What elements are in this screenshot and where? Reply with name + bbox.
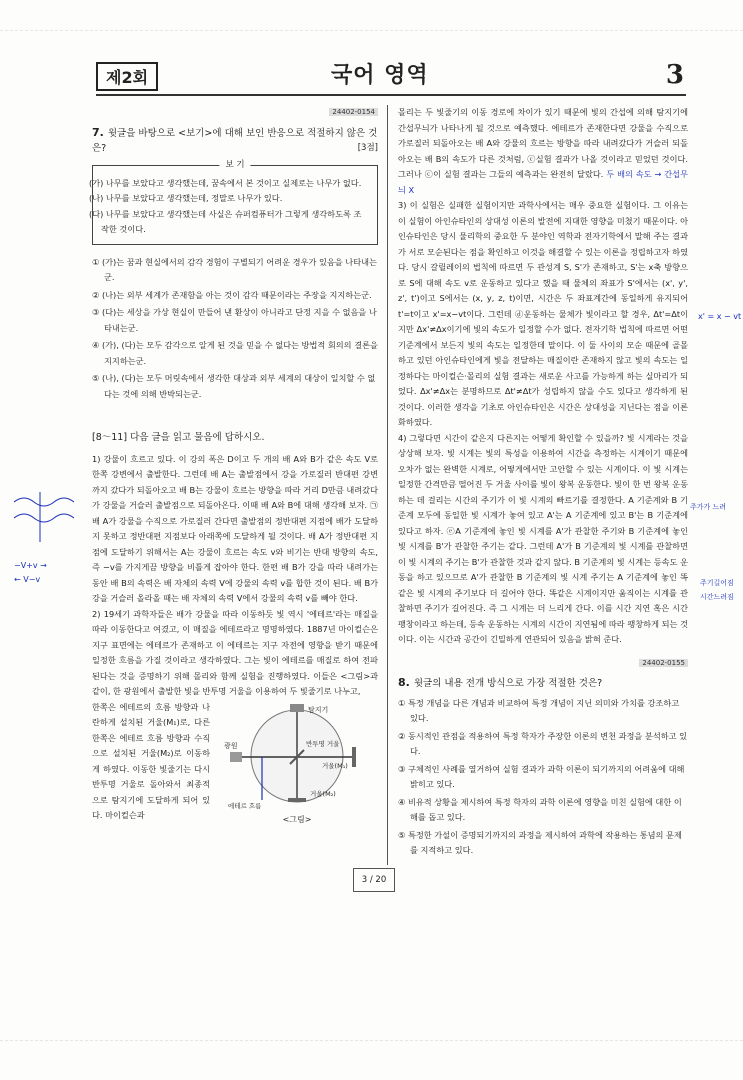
answer-option[interactable]: ④ (가), (다)는 모두 감각으로 알게 된 것을 믿을 수 없다는 방법적 회의의 결론을 지지하는군. (92, 340, 378, 366)
margin-note: −V+v → (14, 561, 47, 570)
margin-note: x' = x − vt (698, 312, 742, 321)
mirror2-label: 거울(M₂) (310, 789, 336, 798)
box-item: (다) 나무를 보았다고 생각했는데 사실은 슈퍼컴퓨터가 그렇게 생각하도록 조작한 것이다. (89, 208, 362, 234)
passage-heading: [8～11] 다음 글을 읽고 물음에 답하시오. (92, 432, 265, 443)
margin-note: 주가가 느려 (690, 503, 727, 511)
ether-label: 에테르 흐름 (228, 801, 262, 810)
answer-option[interactable]: ⑤ (나), (다)는 모두 머릿속에서 생각한 대상과 외부 세계의 대상이 일치할 수 없다는 것에 의해 반박되는군. (92, 373, 376, 399)
interferometer-figure (216, 700, 378, 828)
answer-option[interactable]: ① (가)는 꿈과 현실에서의 감각 경험이 구별되기 어려운 경우가 있음을 나타내는군. (92, 256, 377, 282)
answer-option[interactable]: ⑤ 특정한 가설이 증명되기까지의 과정을 제시하여 과학에 작용하는 통념의 문제를 지적하고 있다. (398, 829, 682, 855)
passage-paragraph: 1) 강물이 흐르고 있다. 이 강의 폭은 D이고 두 개의 배 A와 B가 같은 속도 V로 한쪽 강변에서 출발한다. 그런데 배 A는 출발점에서 강을 가로질러 반대편 강변까지 갔다가 되돌아오고 배 B는 강물이 흐르는 방향을 따라 거리 D만큼 내려갔다가 강물을 거슬러 출발점으로 되돌아온다. 이때 배 A와 B에 대해 생각해 보자. ㉠배 A가 강물을 수직으로 가로질러 간다면 출발점의 정반대편 지점에 배가 도달하지 못하고 정반대편 지점보다 아래쪽에 도달하게 될 것이다. 배 A가 정반대편 지점에 도달하기 위해서는 A는 강물이 흐르는 속도 v와 비기는 반대 방향의 속도, 즉 −v를 가지게끔 방향을 비틀게 잡아야 한다. 한편 배 B가 강을 따라 내려가는 동안 배 B의 속력은 배 자체의 속력 V에 강물의 속력 v를 합한 것이 된다. 배 B가 강을 거슬러 올라올 때는 배 자체의 속력 V에서 강물의 속력 v를 빼야 한다. (92, 453, 378, 603)
divider-dashed-top (0, 30, 743, 31)
passage-paragraph: 한쪽은 에테르의 흐름 방향과 나란하게 설치된 거울(M₁)로, 다른 한쪽은 에테르 흐름 방향과 수직으로 설치된 거울(M₂)로 이동하게 하였다. 이동한 빛줄기는 다시 반투명 거울로 돌아와서 최종적으로 탐지기에 도달하게 되어 있다. 마이컬슨과 (92, 701, 210, 820)
detector-label: 탐지기 (308, 705, 329, 714)
bogi-box (89, 159, 378, 245)
margin-note: ← V−v (14, 575, 41, 584)
figure-caption: <그림> (282, 814, 312, 824)
source-label: 광원 (224, 741, 238, 750)
passage-paragraph: 2) 19세기 과학자들은 배가 강물을 따라 이동하듯 빛 역시 '에테르'라는 매질을 따라 이동한다고 여겼고, 이 매질을 에테르라고 명명하였다. 1887년 마이컬슨은 지구 표면에는 에테르가 존재하고 이 에테르는 지구 자전에 영향을 받기 때문에 일정한 흐름을 가질 것이라고 생각하였다. 그는 빛이 에테르를 매질로 하여 전파된다는 것을 증명하기 위해 몰리와 함께 실험을 진행하였다. 이들은 <그림>과 같이, 한 광원에서 출발한 빛을 반투명 거울을 이용하여 두 빛줄기로 나누고, (92, 608, 378, 696)
answer-option[interactable]: ② 동시적인 관점을 적용하여 특정 학자가 주장한 이론의 변천 과정을 분석하고 있다. (398, 730, 688, 756)
mirror1-label: 거울(M₁) (322, 761, 348, 770)
left-column (89, 105, 378, 827)
question-7 (92, 125, 378, 157)
margin-sketch-left (10, 482, 90, 592)
handwritten-note: 두 배의 속도 → 간섭무늬 X (398, 169, 689, 195)
points-label: [3점] (357, 143, 378, 153)
question-code: 24402-0155 (398, 656, 688, 672)
margin-note: 시간느려짐 (700, 593, 734, 601)
session-label: 제2회 (96, 62, 158, 91)
light-source-icon (230, 752, 242, 762)
answer-option[interactable]: ③ 구체적인 사례를 열거하여 실험 결과가 과학 이론이 되기까지의 어려움에 대해 밝히고 있다. (398, 763, 685, 789)
question-number: 7. (92, 125, 104, 139)
margin-note: 주기길어짐 (700, 579, 734, 587)
answer-option[interactable]: ③ (다)는 세상을 가상 현실이 만들어 낸 환상이 아니라고 단정 지을 수 없음을 나타내는군. (92, 307, 377, 333)
detector-icon (290, 704, 304, 712)
question-number: 8. (398, 676, 410, 689)
passage-paragraph: 3) 이 실험은 실패한 실험이지만 과학사에서는 매우 중요한 실험이다. 그 이유는 이 실험이 아인슈타인의 상대성 이론의 발전에 지대한 영향을 미쳤기 때문이다. 아인슈타인은 당시 물리학의 중요한 두 분야인 역학과 전자기학에서 말해 주는 결과가 서로 모순된다는 점을 확인하고 이것을 해결할 수 있는 이론을 정립하고자 하였다. 당시 갈릴레이의 법칙에 따르면 두 관성계 S, S'가 존재하고, S'는 x축 방향으로 S에 대해 속도 v로 운동하고 있다고 했을 때 물체의 좌표가 S'에서는 (x', y', z', t')이고 S에서는 (x, y, z, t)이면, 시간은 두 좌표계간에 동일하게 유지되어 t'=t이고 x'=x−vt이다. 그런데 ⓓ운동하는 물체가 빛이라고 할 경우, Δt'=Δt이지만 Δx'≠Δx이기에 빛의 속도가 일정할 수가 없다. 전자기학 법칙에 따르면 어떤 기준계에서 보든지 빛의 속도는 일정한데 말이다. 이 둘 사이의 모순 때문에 골몰하고 있던 아인슈타인에게 빛을 전달하는 매질이란 존재하지 않고 빛의 속도는 일정하다는 마이컬슨·몰리의 실험 결과는 새로운 사고를 가능하게 하는 실마리가 되었다. Δx'≠Δx는 분명하므로 Δt'≠Δt가 성립하지 않을 수도 있다고 생각하게 된 것이다. 이러한 생각을 기초로 아인슈타인은 시간은 상대성을 지닌다는 점을 이론화하였다. (398, 200, 688, 427)
column-divider (387, 105, 388, 865)
question-text: 윗글을 바탕으로 <보기>에 대해 보인 반응으로 적절하지 않은 것은? (92, 127, 378, 154)
page-header (96, 58, 686, 96)
question-8 (398, 675, 688, 692)
divider-dashed-bottom (0, 1040, 743, 1041)
mirror-m1-icon (352, 747, 356, 767)
page-footer: 3 / 20 (353, 868, 395, 892)
box-title: 보 기 (219, 158, 250, 174)
question-code: 24402-0154 (92, 105, 378, 121)
passage-paragraph: 4) 그렇다면 시간이 같은지 다른지는 어떻게 확인할 수 있을까? 빛 시계라는 것을 상상해 보자. 빛 시계는 빛의 특성을 이용하여 시간을 측정하는 시계이기 때문에 오차가 없는 완벽한 시계로, 어떻게에서만 고안할 수 있는 시계이다. 이 빛 시계는 일정한 간격만큼 떨어진 두 거울 사이를 빛이 왕복 운동한다. 빛이 한 번 왕복 운동하는 데 걸리는 시간의 주기가 이 빛 시계의 빠르기를 결정한다. A 기준계와 B 기준계 모두에 동일한 빛 시계가 놓여 있고 A'는 A 기준계에 있고 B'는 B 기준계에 있다고 하자. ⓔA 기준계에 놓인 빛 시계를 A'가 관찰한 주기와 B 기준계에 놓인 빛 시계를 B'가 관찰한 주기는 같다. 그런데 A'가 B 기준계의 빛 시계를 관찰하면 이 빛 시계의 주기는 B'가 관찰한 것과 같지 않다. B 기준계의 빛 시계는 등속도 운동을 하고 있으므로 A'가 관찰한 B 기준계의 빛 시계 주기는 A 기준계에 놓인 똑같은 빛 시계의 주기보다 더 길어야 한다. 똑같은 시계이지만 움직이는 시계를 관찰하면 주기가 길어진다. 즉 그 시계는 더 느리게 간다. 이를 시간 지연 혹은 시간 팽창이라고 하는데, 등속 운동하는 시계의 시간이 지연됨에 따라 팽창하게 되는 것이다. 이는 시간과 공간이 긴밀하게 연관되어 있음을 밝혀 준다. (398, 432, 688, 644)
question-text: 윗글의 내용 전개 방식으로 가장 적절한 것은? (413, 678, 603, 689)
answer-option[interactable]: ④ 비유적 상황을 제시하여 특정 학자의 과학 이론에 영향을 미친 실험에 대한 이해를 돕고 있다. (398, 796, 682, 822)
subject-title: 국어 영역 (331, 63, 429, 88)
passage-paragraph: 몰리는 두 빛줄기의 이동 경로에 차이가 있기 때문에 빛의 간섭에 의해 탐지기에 간섭무늬가 나타나게 될 것으로 예측했다. 에테르가 존재한다면 강물을 수직으로 가로질러 되돌아오는 배 A와 강물의 흐르는 방향을 따라 내려갔다가 거슬러 되돌아오는 배 B의 속도가 다른 것처럼, ⓒ실험 결과가 나올 것이라고 믿었던 것이다. 그러나 ⓒ이 실험 결과는 그들의 예측과는 완전히 달랐다. 두 배의 속도 → 간섭무늬 X (398, 107, 689, 195)
right-column (398, 105, 688, 861)
page-number: 3 (665, 60, 684, 90)
box-item: (나) 나무를 보았다고 생각했는데, 정말로 나무가 있다. (89, 193, 283, 203)
half-mirror-label: 반투명 거울 (306, 739, 340, 748)
interferometer-diagram (222, 700, 372, 812)
mirror-m2-icon (288, 798, 306, 802)
box-item: (가) 나무를 보았다고 생각했는데, 꿈속에서 본 것이고 실제로는 나무가 없다. (89, 177, 362, 188)
answer-option[interactable]: ② (나)는 외부 세계가 존재함을 아는 것이 감각 때문이라는 주장을 지지하는군. (92, 289, 372, 300)
answer-option[interactable]: ① 특정 개념을 다른 개념과 비교하여 특정 개념이 지닌 의미와 가치를 강조하고 있다. (398, 697, 680, 723)
figure-block (92, 700, 378, 828)
